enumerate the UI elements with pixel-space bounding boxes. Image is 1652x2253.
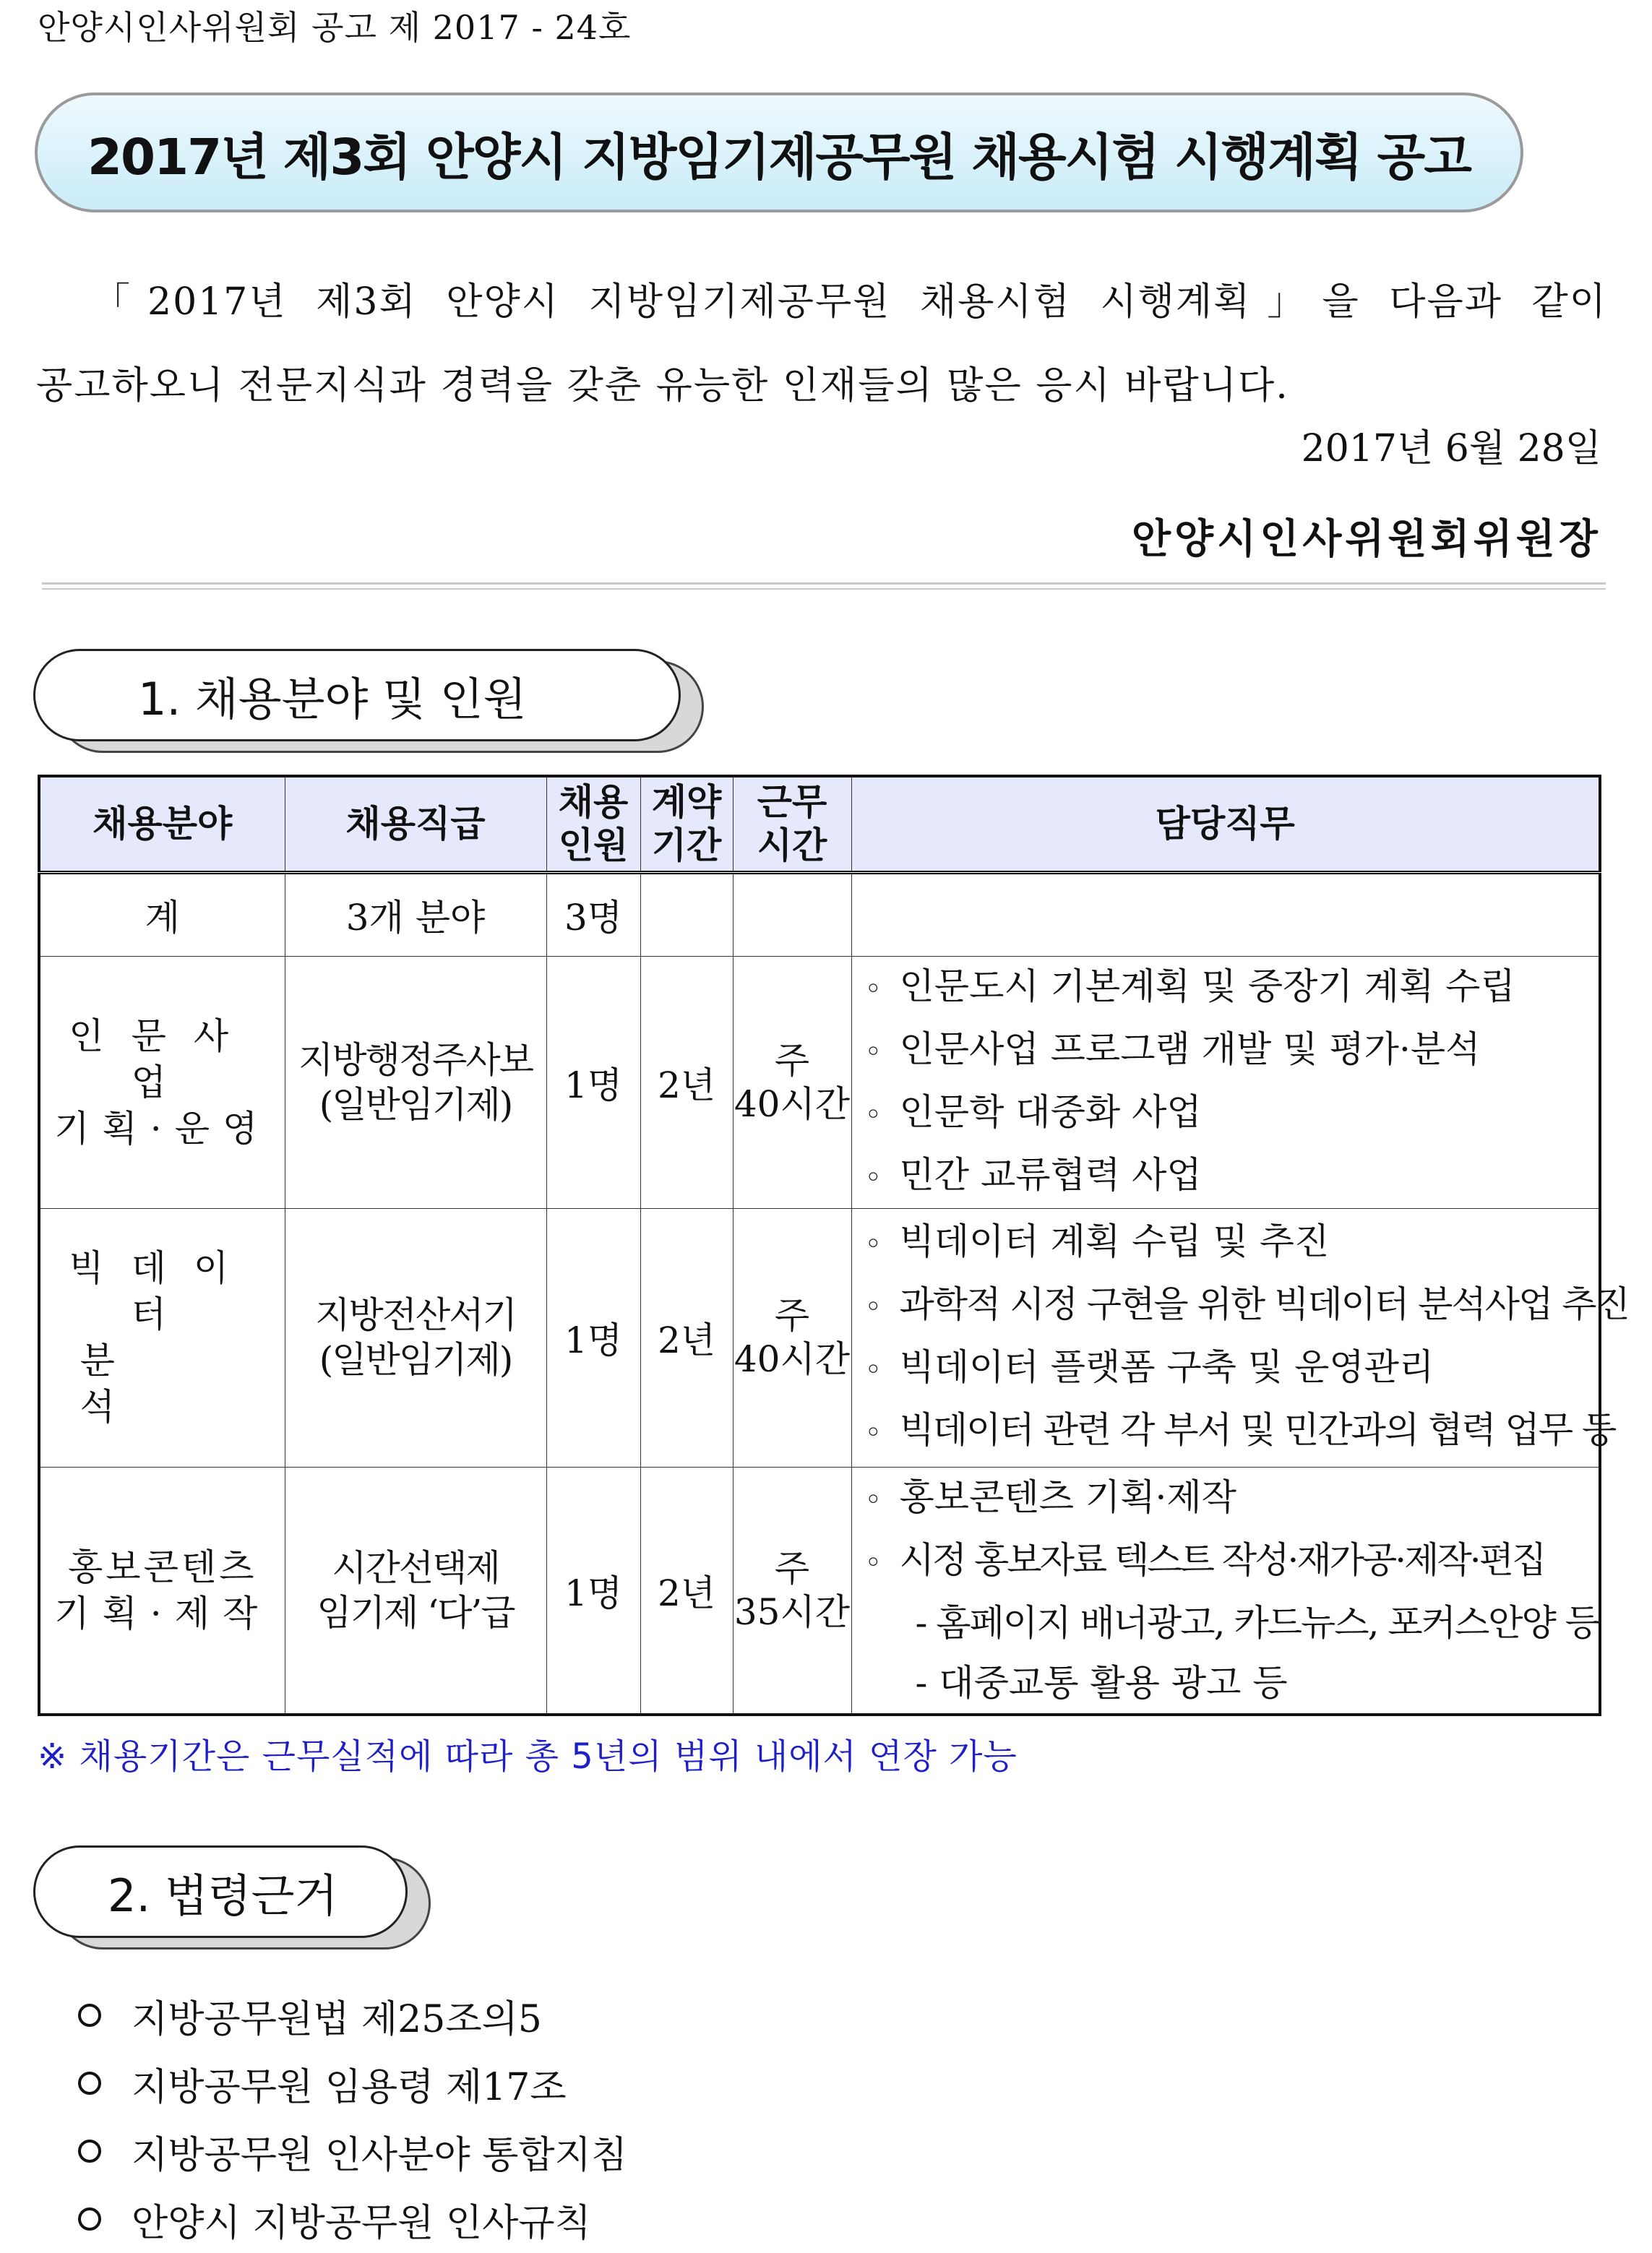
bullet-icon: ◦ <box>864 1483 882 1517</box>
intro-line-2: 공고하오니 전문지식과 경력을 갖춘 유능한 인재들의 많은 응시 바랍니다. <box>36 364 1289 408</box>
field-line2: 분석 <box>79 1340 245 1428</box>
bullet-icon: ◦ <box>864 1353 882 1387</box>
duty-subitem: - 대중교통 활용 광고 등 <box>915 1661 1288 1704</box>
divider <box>42 582 1606 585</box>
table-header-row <box>39 776 1600 872</box>
header-period-line2: 기간 <box>651 824 722 867</box>
grade-line2: (일반임기제) <box>319 1083 512 1126</box>
grade-cell <box>285 1467 546 1715</box>
grade-line2: 임기제 ‘다’급 <box>317 1591 515 1634</box>
field-line1: 홍보콘텐츠 <box>68 1546 257 1588</box>
duty-item: ◦ 빅데이터 계획 수립 및 추진 <box>865 1212 1599 1275</box>
grade-line1: 시간선택제 <box>332 1546 499 1589</box>
intro-paragraph <box>36 260 1607 428</box>
bullet-icon: ◦ <box>864 1228 882 1261</box>
header-count <box>546 776 640 872</box>
total-field: 계 <box>39 872 285 956</box>
hours-cell <box>733 1208 851 1467</box>
section-1-heading: 1. 채용분야 및 인원 <box>33 649 681 741</box>
list-item: 지방공무원 인사분야 통합지침 <box>78 2117 627 2185</box>
duty-item: ◦ 인문학 대중화 사업 <box>865 1082 1599 1145</box>
duty-item: ◦ 빅데이터 플랫폼 구축 및 운영관리 <box>865 1337 1599 1400</box>
recruitment-table <box>38 775 1629 1716</box>
hours-line2: 40시간 <box>733 1338 851 1380</box>
duty-cell <box>851 956 1600 1208</box>
bullet-icon: ◦ <box>864 1416 882 1449</box>
count-cell: 1명 <box>546 1208 640 1467</box>
duty-cell <box>851 1208 1629 1467</box>
table-row <box>39 1467 1600 1715</box>
section-2-heading: 2. 법령근거 <box>33 1845 408 1938</box>
grade-line2: (일반임기제) <box>319 1339 512 1381</box>
duty-subitem: - 홈페이지 배너광고, 카드뉴스, 포커스안양 등 <box>915 1601 1599 1644</box>
circle-bullet-icon <box>78 2140 101 2163</box>
field-cell <box>39 956 285 1208</box>
circle-bullet-icon <box>78 2207 101 2231</box>
grade-cell <box>285 1208 546 1467</box>
hours-line1: 주 <box>774 1295 810 1337</box>
header-period-line1: 계약 <box>651 781 722 824</box>
extension-note: ※ 채용기간은 근무실적에 따라 총 5년의 범위 내에서 연장 가능 <box>38 1736 1018 1777</box>
list-item: 지방공무원 임용령 제17조 <box>78 2049 627 2117</box>
notice-number: 안양시인사위원회 공고 제 2017 - 24호 <box>38 8 632 47</box>
table-row <box>39 956 1600 1208</box>
bullet-icon: ◦ <box>864 1160 882 1194</box>
duty-item: ◦ 인문도시 기본계획 및 중장기 계획 수립 <box>865 957 1599 1020</box>
total-count: 3명 <box>546 872 640 956</box>
legal-basis-list <box>78 1981 627 2253</box>
hours-line1: 주 <box>774 1547 810 1590</box>
header-field: 채용분야 <box>39 776 285 872</box>
bullet-icon: ◦ <box>864 972 882 1006</box>
hours-line1: 주 <box>774 1039 810 1082</box>
grade-cell <box>285 956 546 1208</box>
table-row-total <box>39 872 1600 956</box>
field-line1: 인문사업 <box>69 1015 257 1103</box>
bullet-icon: ◦ <box>864 1098 882 1132</box>
page-title: 2017년 제3회 안양시 지방임기제공무원 채용시험 시행계획 공고 <box>87 128 1471 186</box>
field-cell <box>39 1467 285 1715</box>
header-hours-line2: 시간 <box>757 824 827 867</box>
divider <box>42 588 1606 590</box>
circle-bullet-icon <box>78 2072 101 2095</box>
duty-item: ◦ 시정 홍보자료 텍스트 작성·재가공·제작·편집 <box>865 1530 1599 1593</box>
list-item: 지방공무원법 제25조의5 <box>78 1981 627 2049</box>
period-cell: 2년 <box>640 1467 733 1715</box>
circle-bullet-icon <box>78 2004 101 2027</box>
grade-line1: 지방전산서기 <box>315 1294 516 1336</box>
list-item: 안양시 지방공무원 인사규칙 <box>78 2185 627 2253</box>
hours-cell <box>733 956 851 1208</box>
header-hours-line1: 근무 <box>757 781 827 824</box>
period-cell: 2년 <box>640 1208 733 1467</box>
table-row <box>39 1208 1600 1467</box>
header-period <box>640 776 733 872</box>
field-cell <box>39 1208 285 1467</box>
count-cell: 1명 <box>546 956 640 1208</box>
hours-cell <box>733 1467 851 1715</box>
duty-item: ◦ 민간 교류협력 사업 <box>865 1145 1599 1208</box>
bullet-icon: ◦ <box>864 1291 882 1324</box>
duty-item: ◦ 빅데이터 관련 각 부서 및 민간과의 협력 업무 등 <box>865 1400 1599 1463</box>
hours-line2: 35시간 <box>733 1590 851 1633</box>
header-hours <box>733 776 851 872</box>
announcement-date: 2017년 6월 28일 <box>1301 427 1601 470</box>
field-line1: 빅데이터 <box>69 1247 257 1335</box>
header-count-line2: 인원 <box>558 824 629 867</box>
duty-item: ◦ 과학적 시정 구현을 위한 빅데이터 분석사업 추진 <box>865 1275 1599 1337</box>
header-count-line1: 채용 <box>558 781 629 824</box>
intro-line-1: 「2017년 제3회 안양시 지방임기제공무원 채용시험 시행계획」을 다음과 같이 <box>93 280 1607 324</box>
field-line2: 기획·운영 <box>54 1107 271 1150</box>
duty-item: ◦ 홍보콘텐츠 기획·제작 <box>865 1468 1599 1530</box>
header-duty: 담당직무 <box>851 776 1600 872</box>
period-cell: 2년 <box>640 956 733 1208</box>
header-grade: 채용직급 <box>285 776 546 872</box>
bullet-icon: ◦ <box>864 1546 882 1580</box>
grade-line1: 지방행정주사보 <box>298 1038 533 1081</box>
field-line2: 기획·제작 <box>54 1592 271 1634</box>
count-cell: 1명 <box>546 1467 640 1715</box>
duty-item: ◦ 인문사업 프로그램 개발 및 평가·분석 <box>865 1020 1599 1082</box>
total-grade: 3개 분야 <box>285 872 546 956</box>
duty-cell <box>851 1467 1600 1715</box>
signer: 안양시인사위원회위원장 <box>1131 515 1601 563</box>
hours-line2: 40시간 <box>733 1082 851 1125</box>
title-banner <box>35 92 1523 212</box>
bullet-icon: ◦ <box>864 1035 882 1069</box>
